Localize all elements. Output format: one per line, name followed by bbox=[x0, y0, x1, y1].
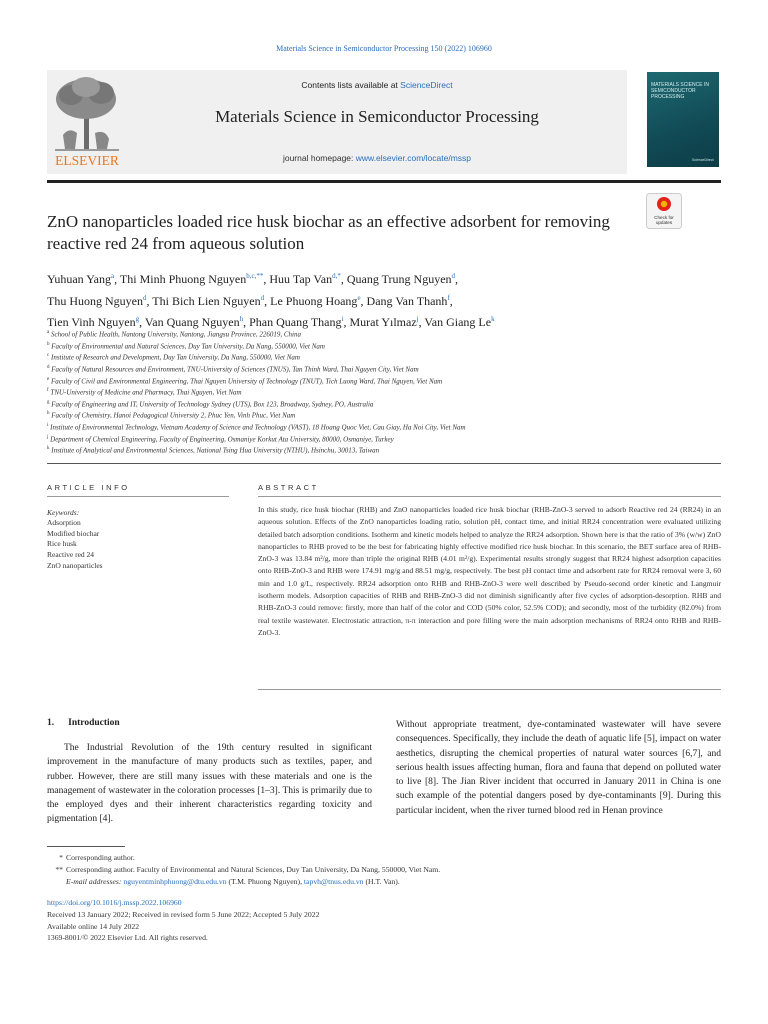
available-online: Available online 14 July 2022 bbox=[47, 921, 140, 931]
keyword-item: Rice husk bbox=[47, 539, 77, 549]
article-info-heading: ARTICLE INFO bbox=[47, 483, 130, 492]
doi-link[interactable]: https://doi.org/10.1016/j.mssp.2022.106960 bbox=[47, 898, 182, 907]
footnote-corresponding-2 bbox=[47, 864, 721, 876]
affiliation-text: Faculty of Environmental and Natural Sciences, Duy Tan University, Da Nang, 550000, Viet Nam bbox=[51, 341, 325, 350]
author-affiliation-mark[interactable]: j bbox=[416, 315, 419, 323]
author-affiliation-mark[interactable]: g bbox=[135, 315, 140, 323]
affiliation-list bbox=[47, 328, 721, 456]
affiliation-mark: d bbox=[47, 364, 50, 370]
abstract-text: In this study, rice husk biochar (RHB) and ZnO nanoparticles loaded rice husk biochar (RHB-ZnO-3 served to adsorb Reactive red 24 (RR24) in an aqueous solution. Effects of the ZnO nanoparticles loading ratio, solution pH, contact time, and initial RR24 concentration were evaluated utilizing detailed batch adsorption conditions. Isotherm and kinetic models helped to analyze the RR24 adsorption. Shown here is that the ratio of 3% (w/w) ZnO nanoparticles to RHB proved to be the best for fabricating highly effective modified rice husk biochar. In this scenario, the BET surface area of RHB-ZnO-3 was 13.84 m²/g, more than triple the original RHB (4.01 m²/g). Experimental results strongly suggest that RR24 highest adsorption capacities onto RHB-ZnO-3 and RHB were 174.91 mg/g and 88.51 mg/g, respectively. The best pH contact time and adsorbent rate for RR24 removal were 3, 60 min and 1.0 g/L, respectively. RR24 adsorption onto RHB and RHB-ZnO-3 were well described by Pseudo-second order kinetic and Langmuir isotherm models. Adsorption capacities of RHB and RHB-ZnO-3 did not diminish significantly after five cycles of adsorption-desorption. RHB and RHB-ZnO-3 could remove: firstly, more than half of the color and COD (50% color, 52.5% COD); and secondly, most of the turbidity (82.0%) from real textile wastewater. Electrostatic attraction, π-π interaction and pore filling were the main adsorption mechanisms of RR24 onto RHB and RHB-ZnO-3. bbox=[258, 505, 721, 637]
author-affiliation-mark[interactable]: h bbox=[239, 315, 244, 323]
article-title: ZnO nanoparticles loaded rice husk biochar as an effective adsorbent for removing reactive red 24 from aqueous solution bbox=[47, 212, 610, 253]
affiliation-item bbox=[47, 363, 721, 375]
copyright: 1369-8001/© 2022 Elsevier Ltd. All rights reserved. bbox=[47, 933, 208, 943]
elsevier-wordmark: ELSEVIER bbox=[55, 153, 119, 168]
abstract-bottom-rule bbox=[258, 689, 721, 690]
affiliation-item bbox=[47, 351, 721, 363]
affiliation-text: Institute of Analytical and Environmental Sciences, National Tsing Hua University (NTHU), Hsinchu, 30013, Taiwan bbox=[51, 446, 380, 455]
author-affiliation-mark[interactable]: d bbox=[451, 272, 456, 280]
author-affiliation-mark[interactable]: d,* bbox=[332, 272, 341, 280]
footnote-emails bbox=[47, 876, 721, 888]
affiliation-text: Faculty of Engineering and IT, University of Technology Sydney (UTS), Box 123, Broadway, Sydney, PO, Australia bbox=[51, 400, 374, 409]
email-link[interactable]: tapvh@tnus.edu.vn bbox=[303, 877, 364, 887]
author-affiliation-mark[interactable]: b,c,** bbox=[246, 272, 264, 280]
section-divider bbox=[47, 463, 721, 464]
email-owner: (T.M. Phuong Nguyen), bbox=[228, 877, 302, 887]
journal-cover-title: MATERIALS SCIENCE IN SEMICONDUCTOR PROCESSING bbox=[651, 82, 709, 100]
affiliation-text: School of Public Health, Nantong University, Nantong, Jiangsu Province, 226019, China bbox=[50, 330, 301, 339]
keyword-item: ZnO nanoparticles bbox=[47, 560, 103, 570]
affiliation-item bbox=[47, 386, 721, 398]
author-name[interactable]: Le Phuong Hoang bbox=[270, 293, 358, 308]
author-name[interactable]: Van Quang Nguyen bbox=[144, 315, 240, 329]
author-affiliation-mark[interactable]: k bbox=[491, 315, 495, 323]
author-name[interactable]: Tien Vinh Nguyen bbox=[47, 315, 136, 329]
keyword-item: Adsorption bbox=[47, 518, 81, 527]
affiliation-item bbox=[47, 375, 721, 387]
updates-badge-line-1: Check for bbox=[654, 215, 674, 220]
email-link[interactable]: nguyentminhphuong@dtu.edu.vn bbox=[123, 877, 227, 887]
author-name[interactable]: Thi Bich Lien Nguyen bbox=[152, 293, 261, 308]
journal-citation[interactable]: Materials Science in Semiconductor Processing 150 (2022) 106960 bbox=[276, 44, 492, 53]
affiliation-mark: a bbox=[47, 330, 50, 335]
author-list: Yuhuan Yang$^a$, Thi Minh Phuong Nguyen$^{b,c,**}$, Huu Tap Van$^{d,*}$, Quang Trung Nguyen$^d$, Thu Huong Nguyen$^d$, Thi Bich Lien Nguyen$^d$, Le Phuong Hoang$^e$, Dang Van Thanh$^f$, Tien Vinh Nguyen$^g$, Van Quang Nguyen$^h$, Phan Quang Thang$^i$, Murat Yılmaz$^j$, Van Giang Le$^k$ bbox=[47, 272, 495, 329]
received-dates: Received 13 January 2022; Received in revised form 5 June 2022; Accepted 5 July 2022 bbox=[47, 909, 320, 919]
affiliation-text: Faculty of Civil and Environmental Engineering, Thai Nguyen University of Technology (TNUT), Tich Luong Ward, Thai Nguyen, Viet Nam bbox=[50, 376, 443, 385]
contents-prefix: Contents lists available at bbox=[301, 80, 401, 90]
affiliation-text: Faculty of Chemistry, Hanoi Pedagogical University 2, Phuc Yen, Vinh Phuc, Viet Nam bbox=[51, 411, 296, 420]
keywords-label: Keywords: bbox=[47, 508, 80, 517]
footnote-text: Corresponding author. Faculty of Environmental and Natural Sciences, Duy Tan University, Da Nang, 550000, Viet Nam. bbox=[66, 865, 441, 875]
section-title: Introduction bbox=[68, 718, 120, 728]
introduction-paragraph-left: The Industrial Revolution of the 19th century resulted in significant improvement in the manufacture of many products such as textiles, paper, and rubber. However, there are still many issues with these materials and one is the management of wastewater in the coloration processes [1–3]. This is primarily due to the employed dyes and their inherent characteristics regarding toxicity and pigmentation [4]. bbox=[47, 743, 372, 825]
affiliation-text: Institute of Research and Development, Duy Tan University, Da Nang, 550000, Viet Nam bbox=[50, 353, 300, 362]
affiliation-item bbox=[47, 444, 721, 456]
journal-title: Materials Science in Semiconductor Processing bbox=[215, 107, 539, 126]
journal-homepage-line bbox=[130, 153, 624, 163]
affiliation-mark: b bbox=[47, 341, 50, 347]
footnote-rule bbox=[47, 846, 125, 847]
author-name[interactable]: Quang Trung Nguyen bbox=[346, 272, 452, 286]
email-label: E-mail addresses: bbox=[66, 877, 122, 887]
publication-info bbox=[47, 897, 721, 944]
sciencedirect-link[interactable]: ScienceDirect bbox=[400, 80, 453, 90]
homepage-link[interactable]: www.elsevier.com/locate/mssp bbox=[355, 153, 472, 163]
affiliation-mark: i bbox=[47, 423, 49, 428]
author-name[interactable]: Van Giang Le bbox=[424, 315, 492, 329]
author-affiliation-mark[interactable]: d bbox=[260, 293, 265, 302]
author-name[interactable]: Yuhuan Yang bbox=[47, 272, 112, 286]
keyword-item: Reactive red 24 bbox=[47, 550, 95, 560]
author-affiliation-mark[interactable]: a bbox=[111, 272, 115, 280]
author-name[interactable]: Huu Tap Van bbox=[269, 272, 333, 286]
affiliation-mark: c bbox=[47, 353, 50, 359]
author-affiliation-mark[interactable]: d bbox=[143, 293, 147, 302]
footnote-text: Corresponding author. bbox=[66, 853, 135, 862]
footnotes bbox=[47, 852, 721, 889]
affiliation-mark: k bbox=[47, 446, 50, 452]
author-name[interactable]: Phan Quang Thang bbox=[249, 315, 342, 329]
keyword-item: Modified biochar bbox=[47, 528, 100, 538]
footnote-mark: ** bbox=[55, 865, 63, 875]
abstract-rule bbox=[258, 496, 721, 497]
contents-available-line bbox=[130, 80, 624, 90]
article-info-rule bbox=[47, 496, 229, 497]
affiliation-item bbox=[47, 340, 721, 352]
keyword-list bbox=[47, 518, 103, 572]
author-name[interactable]: Thu Huong Nguyen bbox=[47, 293, 143, 308]
footnote-mark: * bbox=[59, 853, 63, 862]
affiliation-item bbox=[47, 328, 721, 340]
elsevier-logo[interactable] bbox=[49, 73, 125, 169]
affiliation-item bbox=[47, 409, 721, 421]
introduction-heading bbox=[47, 718, 120, 728]
affiliation-item bbox=[47, 433, 721, 445]
affiliation-text: Department of Chemical Engineering, Faculty of Engineering, Osmaniye Korkut Ata University, 80000, Osmaniye, Turkey bbox=[50, 434, 394, 443]
introduction-paragraph-right: Without appropriate treatment, dye-contaminated wastewater will have severe consequences. Specifically, they include the death of aquatic life [5], impact on water aesthetics, disrupting the chemical properties of natural water sources [6,7], and serious health issues affecting human, flora and fauna that depend on polluted water to live [8]. The Jian River incident that occurred in January 2011 in China is one such example of the potential dangers posed by dye-contaminants [9]. During this particular incident, when the river turned blood red in Henan province bbox=[396, 720, 721, 816]
affiliation-mark: h bbox=[47, 411, 50, 417]
updates-badge-line-2: updates bbox=[655, 220, 673, 225]
section-number: 1. bbox=[47, 718, 55, 728]
author-affiliation-mark[interactable]: e bbox=[357, 293, 361, 302]
author-name[interactable]: Murat Yılmaz bbox=[349, 315, 417, 329]
affiliation-mark: e bbox=[47, 376, 50, 382]
author-name[interactable]: Thi Minh Phuong Nguyen bbox=[119, 272, 247, 286]
affiliation-mark: g bbox=[47, 399, 50, 405]
author-name[interactable]: Dang Van Thanh bbox=[366, 293, 448, 308]
email-owner: (H.T. Van). bbox=[365, 877, 400, 887]
affiliation-text: Institute of Environmental Technology, Vietnam Academy of Science and Technology (VAST), 18 Hoang Quoc Viet, Cau Giay, Ha Noi City, Viet Nam bbox=[50, 423, 466, 432]
affiliation-item bbox=[47, 398, 721, 410]
homepage-prefix: journal homepage: bbox=[282, 153, 356, 163]
affiliation-mark: j bbox=[47, 434, 49, 440]
author-affiliation-mark[interactable]: f bbox=[447, 293, 450, 302]
affiliation-item bbox=[47, 421, 721, 433]
affiliation-text: Faculty of Natural Resources and Environment, TNU-University of Sciences (TNUS), Tan Thinh Ward, Thai Nguyen City, Viet Nam bbox=[51, 365, 419, 374]
footnote-corresponding-1 bbox=[47, 852, 721, 864]
journal-cover-publisher: ScienceDirect bbox=[692, 158, 714, 162]
abstract-heading: ABSTRACT bbox=[258, 483, 319, 492]
affiliation-text: TNU-University of Medicine and Pharmacy, Thai Nguyen, Viet Nam bbox=[50, 388, 242, 397]
header-divider bbox=[47, 180, 721, 183]
affiliation-mark: f bbox=[47, 388, 49, 394]
author-affiliation-mark[interactable]: i bbox=[341, 315, 344, 323]
check-for-updates-badge[interactable] bbox=[646, 193, 682, 229]
